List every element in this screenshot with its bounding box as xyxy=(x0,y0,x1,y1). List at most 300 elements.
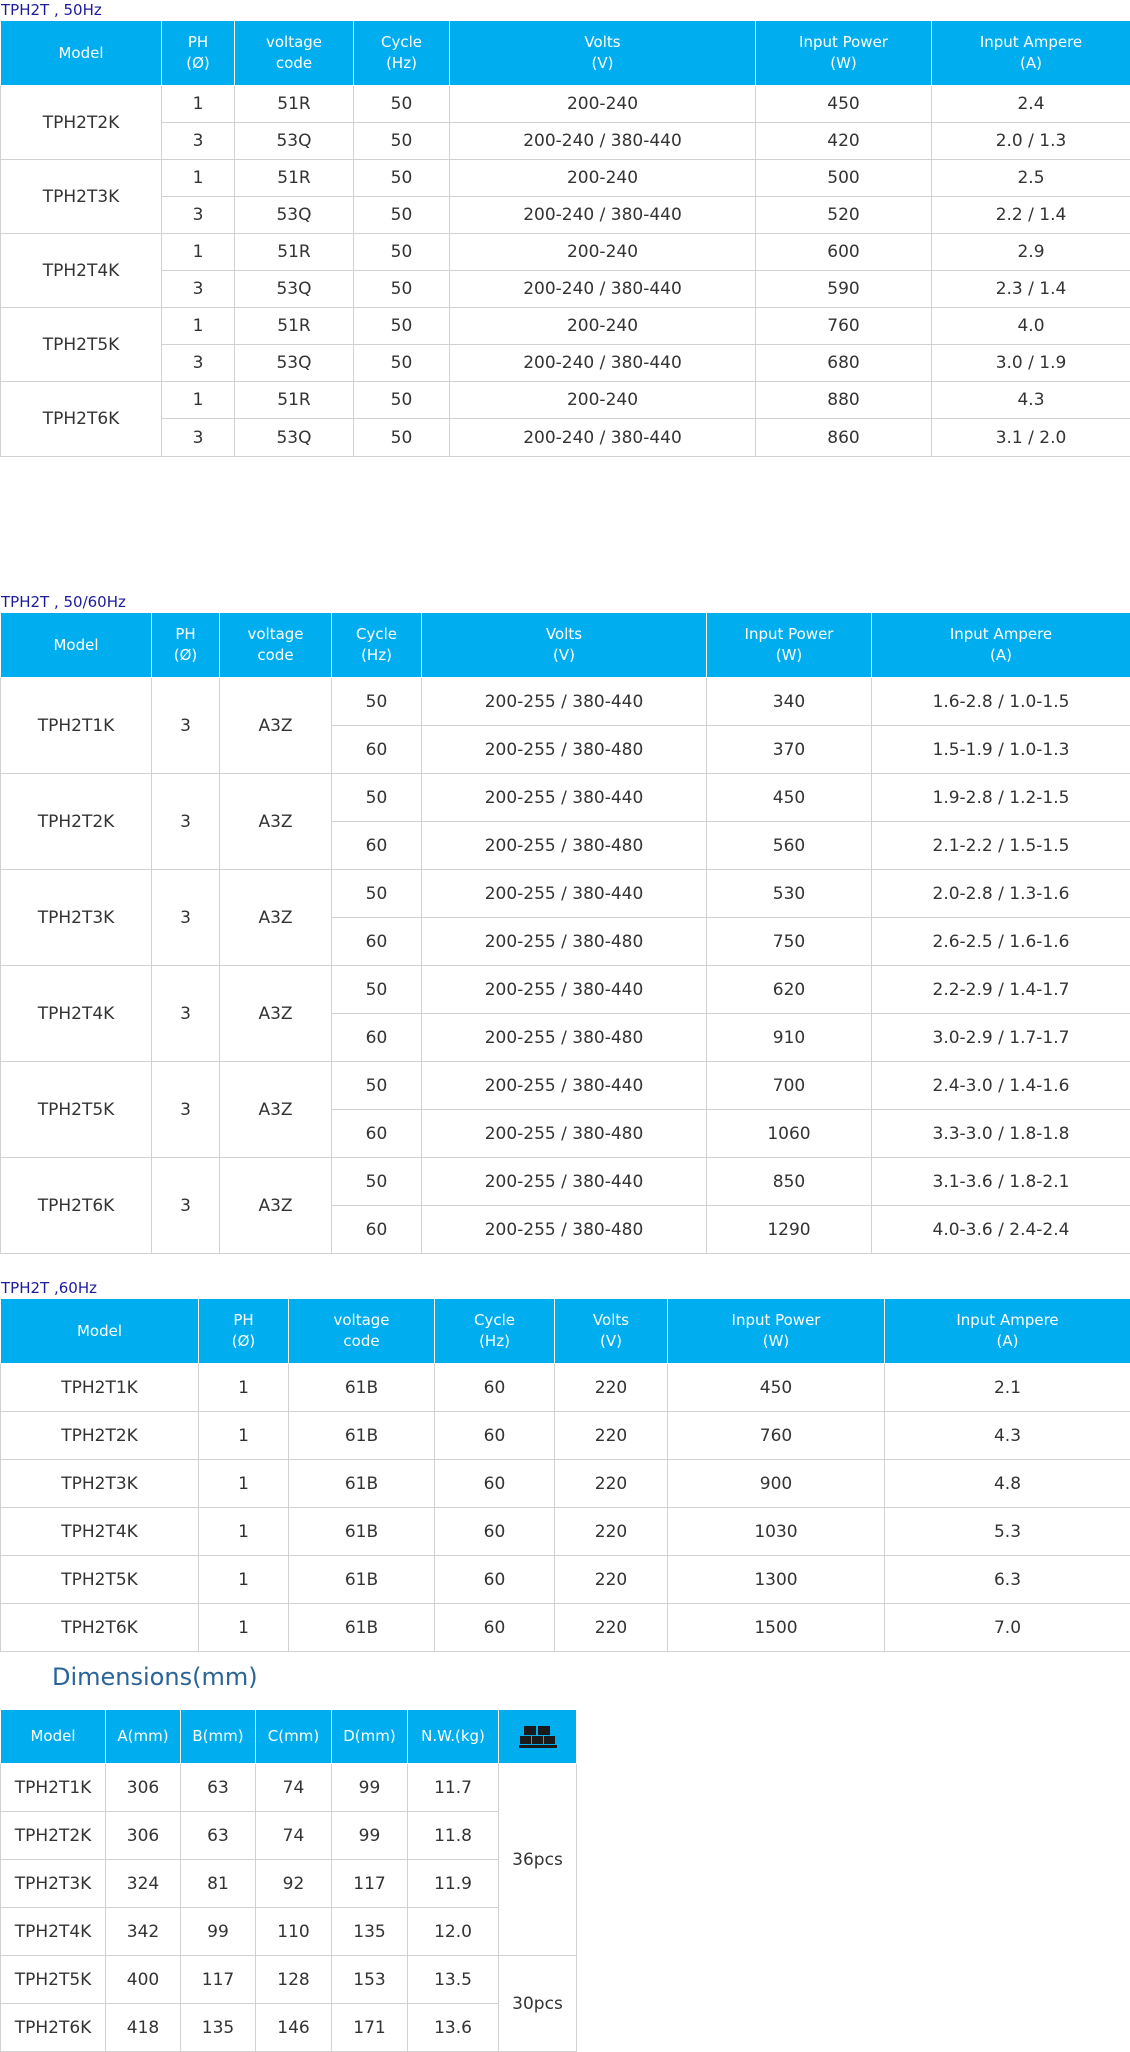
voltage-code-cell: 53Q xyxy=(235,123,354,160)
ph-cell: 1 xyxy=(162,382,235,419)
model-cell: TPH2T1K xyxy=(1,1364,199,1412)
column-header xyxy=(435,1299,555,1364)
column-header-label: Input Ampere xyxy=(949,625,1053,643)
column-header-label: Input Ampere xyxy=(956,1311,1059,1329)
input-power-cell: 590 xyxy=(756,271,932,308)
input-ampere-cell: 3.3-3.0 / 1.8-1.8 xyxy=(872,1110,1130,1158)
input-ampere-cell: 2.0 / 1.3 xyxy=(932,123,1130,160)
voltage-code-cell: 61B xyxy=(289,1364,435,1412)
input-power-cell: 880 xyxy=(756,382,932,419)
ph-cell: 3 xyxy=(152,678,220,774)
dim-b-cell: 81 xyxy=(181,1860,256,1908)
net-weight-cell: 12.0 xyxy=(408,1908,499,1956)
column-header xyxy=(162,21,235,86)
table-row xyxy=(1,678,1130,726)
dim-c-cell: 128 xyxy=(256,1956,332,2004)
dim-c-cell: 92 xyxy=(256,1860,332,1908)
column-header xyxy=(220,613,332,678)
voltage-code-cell: 61B xyxy=(289,1604,435,1652)
dim-b-cell: 63 xyxy=(181,1812,256,1860)
column-header-unit: (Hz) xyxy=(479,1332,510,1350)
input-power-cell: 850 xyxy=(707,1158,872,1206)
column-header-unit: (A) xyxy=(1020,54,1042,72)
table-header-row xyxy=(1,1299,1130,1364)
ph-cell: 1 xyxy=(162,234,235,271)
cycle-cell: 50 xyxy=(354,308,450,345)
dim-a-cell: 306 xyxy=(106,1764,181,1812)
volts-cell: 200-240 xyxy=(450,234,756,271)
table-header-row xyxy=(1,613,1130,678)
input-power-cell: 700 xyxy=(707,1062,872,1110)
input-power-cell: 1290 xyxy=(707,1206,872,1254)
ph-cell: 3 xyxy=(162,271,235,308)
dim-a-cell: 342 xyxy=(106,1908,181,1956)
column-header xyxy=(152,613,220,678)
voltage-code-cell: A3Z xyxy=(220,1158,332,1254)
table-row xyxy=(1,1364,1130,1412)
column-header-label: Model xyxy=(58,43,104,62)
input-ampere-cell: 3.1-3.6 / 1.8-2.1 xyxy=(872,1158,1130,1206)
pallet-boxes-icon xyxy=(518,1724,558,1750)
dim-c-cell: 110 xyxy=(256,1908,332,1956)
table-row xyxy=(1,1764,577,1812)
column-header-label: Volts xyxy=(545,625,583,643)
voltage-code-cell: 53Q xyxy=(235,419,354,457)
column-header-unit: (W) xyxy=(775,646,803,664)
input-power-cell: 520 xyxy=(756,197,932,234)
input-ampere-cell: 2.2 / 1.4 xyxy=(932,197,1130,234)
voltage-code-cell: 51R xyxy=(235,86,354,123)
voltage-code-cell: A3Z xyxy=(220,678,332,774)
voltage-code-cell: 61B xyxy=(289,1508,435,1556)
column-header-label: PH xyxy=(233,1311,254,1329)
cycle-cell: 60 xyxy=(435,1412,555,1460)
voltage-code-cell: A3Z xyxy=(220,774,332,870)
column-header xyxy=(707,613,872,678)
volts-cell: 200-255 / 380-440 xyxy=(422,1062,707,1110)
input-ampere-cell: 4.3 xyxy=(885,1412,1130,1460)
volts-cell: 200-255 / 380-480 xyxy=(422,822,707,870)
ph-cell: 1 xyxy=(199,1364,289,1412)
net-weight-cell: 11.9 xyxy=(408,1860,499,1908)
cycle-cell: 60 xyxy=(332,726,422,774)
ph-cell: 3 xyxy=(152,1062,220,1158)
column-header-label: Model xyxy=(76,1321,123,1340)
volts-cell: 200-255 / 380-480 xyxy=(422,726,707,774)
net-weight-cell: 13.6 xyxy=(408,2004,499,2052)
dim-c-cell: 74 xyxy=(256,1812,332,1860)
model-cell: TPH2T5K xyxy=(1,308,162,382)
column-header-label: Model xyxy=(53,635,99,654)
column-header xyxy=(1,21,162,86)
table-row xyxy=(1,774,1130,822)
section-title-60hz: TPH2T ,60Hz xyxy=(1,1279,97,1297)
volts-cell: 200-255 / 380-480 xyxy=(422,1014,707,1062)
volts-cell: 220 xyxy=(555,1460,668,1508)
model-cell: TPH2T2K xyxy=(1,86,162,160)
voltage-code-cell: 61B xyxy=(289,1460,435,1508)
column-header-unit: code xyxy=(257,646,294,664)
model-cell: TPH2T1K xyxy=(1,678,152,774)
voltage-code-cell: A3Z xyxy=(220,966,332,1062)
table-row xyxy=(1,1158,1130,1206)
column-header-label: Input Ampere xyxy=(979,33,1083,51)
voltage-code-cell: A3Z xyxy=(220,1062,332,1158)
input-ampere-cell: 4.3 xyxy=(932,382,1130,419)
input-ampere-cell: 7.0 xyxy=(885,1604,1130,1652)
net-weight-cell: 11.7 xyxy=(408,1764,499,1812)
column-header-unit: (V) xyxy=(553,646,575,664)
column-header-unit: (Hz) xyxy=(386,54,417,72)
column-header-unit: code xyxy=(275,54,313,72)
input-ampere-cell: 2.6-2.5 / 1.6-1.6 xyxy=(872,918,1130,966)
column-header: C(mm) xyxy=(256,1710,332,1764)
voltage-code-cell: 51R xyxy=(235,308,354,345)
column-header-label: PH xyxy=(175,625,196,643)
input-ampere-cell: 3.1 / 2.0 xyxy=(932,419,1130,457)
cycle-cell: 60 xyxy=(435,1604,555,1652)
input-power-cell: 450 xyxy=(707,774,872,822)
column-header-label: Cycle xyxy=(381,33,422,51)
column-header xyxy=(450,21,756,86)
pallet-icon-header xyxy=(499,1710,577,1764)
dim-d-cell: 99 xyxy=(332,1764,408,1812)
input-ampere-cell: 2.0-2.8 / 1.3-1.6 xyxy=(872,870,1130,918)
cycle-cell: 50 xyxy=(354,197,450,234)
dim-a-cell: 418 xyxy=(106,2004,181,2052)
column-header xyxy=(422,613,707,678)
voltage-code-cell: 61B xyxy=(289,1556,435,1604)
model-cell: TPH2T4K xyxy=(1,1508,199,1556)
dimensions-title: Dimensions(mm) xyxy=(52,1663,258,1691)
voltage-code-cell: 51R xyxy=(235,160,354,197)
volts-cell: 200-240 xyxy=(450,86,756,123)
cycle-cell: 50 xyxy=(354,234,450,271)
input-ampere-cell: 3.0 / 1.9 xyxy=(932,345,1130,382)
table-row xyxy=(1,382,1130,419)
ph-cell: 3 xyxy=(152,774,220,870)
dim-d-cell: 171 xyxy=(332,2004,408,2052)
column-header-unit: (Ø) xyxy=(186,54,210,72)
column-header xyxy=(872,613,1130,678)
column-header-label: Cycle xyxy=(474,1311,515,1329)
table-row xyxy=(1,197,1130,234)
column-header-label: voltage xyxy=(265,33,323,51)
table-row xyxy=(1,1412,1130,1460)
table-header-row xyxy=(1,21,1130,86)
cycle-cell: 60 xyxy=(332,1110,422,1158)
model-cell: TPH2T6K xyxy=(1,1604,199,1652)
volts-cell: 200-240 xyxy=(450,160,756,197)
model-cell: TPH2T5K xyxy=(1,1956,106,2004)
column-header-unit: code xyxy=(343,1332,380,1350)
ph-cell: 3 xyxy=(162,123,235,160)
input-ampere-cell: 4.0 xyxy=(932,308,1130,345)
net-weight-cell: 11.8 xyxy=(408,1812,499,1860)
input-power-cell: 750 xyxy=(707,918,872,966)
spec-table-5060hz xyxy=(0,612,1130,1254)
column-header-label: PH xyxy=(187,33,209,51)
input-power-cell: 860 xyxy=(756,419,932,457)
column-header-unit: (A) xyxy=(990,646,1012,664)
input-power-cell: 420 xyxy=(756,123,932,160)
volts-cell: 200-240 / 380-440 xyxy=(450,271,756,308)
model-cell: TPH2T3K xyxy=(1,870,152,966)
cycle-cell: 60 xyxy=(435,1556,555,1604)
model-cell: TPH2T2K xyxy=(1,774,152,870)
volts-cell: 200-240 xyxy=(450,308,756,345)
column-header-unit: (V) xyxy=(591,54,614,72)
cycle-cell: 60 xyxy=(332,822,422,870)
volts-cell: 200-255 / 380-440 xyxy=(422,774,707,822)
table-row xyxy=(1,86,1130,123)
table-row xyxy=(1,308,1130,345)
dim-a-cell: 400 xyxy=(106,1956,181,2004)
voltage-code-cell: A3Z xyxy=(220,870,332,966)
model-cell: TPH2T2K xyxy=(1,1812,106,1860)
column-header xyxy=(756,21,932,86)
input-ampere-cell: 5.3 xyxy=(885,1508,1130,1556)
cycle-cell: 50 xyxy=(332,678,422,726)
input-ampere-cell: 2.4 xyxy=(932,86,1130,123)
input-power-cell: 450 xyxy=(668,1364,885,1412)
column-header: B(mm) xyxy=(181,1710,256,1764)
dim-b-cell: 117 xyxy=(181,1956,256,2004)
model-cell: TPH2T4K xyxy=(1,1908,106,1956)
ph-cell: 1 xyxy=(162,308,235,345)
model-cell: TPH2T6K xyxy=(1,2004,106,2052)
cycle-cell: 60 xyxy=(332,1206,422,1254)
input-ampere-cell: 6.3 xyxy=(885,1556,1130,1604)
column-header-unit: (W) xyxy=(830,54,857,72)
cycle-cell: 50 xyxy=(354,86,450,123)
input-power-cell: 1030 xyxy=(668,1508,885,1556)
table-row xyxy=(1,160,1130,197)
table-row xyxy=(1,234,1130,271)
ph-cell: 3 xyxy=(162,197,235,234)
ph-cell: 1 xyxy=(199,1556,289,1604)
input-ampere-cell: 1.5-1.9 / 1.0-1.3 xyxy=(872,726,1130,774)
volts-cell: 200-255 / 380-480 xyxy=(422,1206,707,1254)
column-header xyxy=(668,1299,885,1364)
volts-cell: 200-255 / 380-440 xyxy=(422,966,707,1014)
table-row xyxy=(1,1860,577,1908)
net-weight-cell: 13.5 xyxy=(408,1956,499,2004)
column-header xyxy=(289,1299,435,1364)
cycle-cell: 60 xyxy=(435,1460,555,1508)
cycle-cell: 50 xyxy=(332,1158,422,1206)
voltage-code-cell: 51R xyxy=(235,234,354,271)
input-ampere-cell: 2.1 xyxy=(885,1364,1130,1412)
volts-cell: 200-240 / 380-440 xyxy=(450,419,756,457)
column-header-unit: (Ø) xyxy=(173,646,198,664)
column-header-unit: (Hz) xyxy=(361,646,392,664)
column-header-label: Input Power xyxy=(799,33,888,51)
model-cell: TPH2T4K xyxy=(1,966,152,1062)
volts-cell: 200-255 / 380-440 xyxy=(422,678,707,726)
voltage-code-cell: 61B xyxy=(289,1412,435,1460)
column-header-label: Volts xyxy=(584,33,621,51)
table-row xyxy=(1,870,1130,918)
input-power-cell: 910 xyxy=(707,1014,872,1062)
ph-cell: 3 xyxy=(152,1158,220,1254)
cycle-cell: 50 xyxy=(354,160,450,197)
column-header: D(mm) xyxy=(332,1710,408,1764)
table-row xyxy=(1,123,1130,160)
table-row xyxy=(1,1062,1130,1110)
input-power-cell: 900 xyxy=(668,1460,885,1508)
ph-cell: 1 xyxy=(199,1604,289,1652)
dim-d-cell: 117 xyxy=(332,1860,408,1908)
input-power-cell: 370 xyxy=(707,726,872,774)
voltage-code-cell: 53Q xyxy=(235,271,354,308)
column-header-label: Input Power xyxy=(744,625,834,643)
packing-qty-cell: 30pcs xyxy=(499,1956,577,2052)
column-header-label: Cycle xyxy=(356,625,397,643)
input-ampere-cell: 2.5 xyxy=(932,160,1130,197)
volts-cell: 220 xyxy=(555,1604,668,1652)
cycle-cell: 50 xyxy=(332,966,422,1014)
dim-a-cell: 306 xyxy=(106,1812,181,1860)
input-power-cell: 500 xyxy=(756,160,932,197)
spec-table-50hz xyxy=(0,20,1130,457)
input-ampere-cell: 1.6-2.8 / 1.0-1.5 xyxy=(872,678,1130,726)
column-header xyxy=(932,21,1130,86)
column-header xyxy=(1,1299,199,1364)
packing-qty-cell: 36pcs xyxy=(499,1764,577,1956)
dim-d-cell: 99 xyxy=(332,1812,408,1860)
dim-c-cell: 146 xyxy=(256,2004,332,2052)
ph-cell: 1 xyxy=(199,1412,289,1460)
dim-b-cell: 135 xyxy=(181,2004,256,2052)
dimensions-table xyxy=(0,1709,577,2052)
column-header xyxy=(199,1299,289,1364)
column-header xyxy=(235,21,354,86)
table-row xyxy=(1,1508,1130,1556)
input-ampere-cell: 2.4-3.0 / 1.4-1.6 xyxy=(872,1062,1130,1110)
cycle-cell: 60 xyxy=(332,918,422,966)
column-header-unit: (Ø) xyxy=(231,1332,256,1350)
table-row xyxy=(1,1956,577,2004)
volts-cell: 200-255 / 380-440 xyxy=(422,1158,707,1206)
cycle-cell: 60 xyxy=(435,1364,555,1412)
ph-cell: 3 xyxy=(152,966,220,1062)
model-cell: TPH2T4K xyxy=(1,234,162,308)
ph-cell: 1 xyxy=(199,1460,289,1508)
cycle-cell: 50 xyxy=(354,419,450,457)
input-power-cell: 1500 xyxy=(668,1604,885,1652)
cycle-cell: 50 xyxy=(354,382,450,419)
column-header xyxy=(332,613,422,678)
column-header-label: voltage xyxy=(333,1311,390,1329)
spec-table-60hz xyxy=(0,1298,1130,1652)
table-header-row xyxy=(1,1710,577,1764)
dim-c-cell: 74 xyxy=(256,1764,332,1812)
cycle-cell: 50 xyxy=(354,271,450,308)
model-cell: TPH2T3K xyxy=(1,1860,106,1908)
dim-d-cell: 135 xyxy=(332,1908,408,1956)
column-header-unit: (A) xyxy=(996,1332,1019,1350)
volts-cell: 200-255 / 380-440 xyxy=(422,870,707,918)
table-row xyxy=(1,271,1130,308)
input-power-cell: 1060 xyxy=(707,1110,872,1158)
table-row xyxy=(1,1556,1130,1604)
table-row xyxy=(1,345,1130,382)
input-ampere-cell: 4.0-3.6 / 2.4-2.4 xyxy=(872,1206,1130,1254)
column-header-unit: (W) xyxy=(762,1332,790,1350)
input-ampere-cell: 4.8 xyxy=(885,1460,1130,1508)
column-header-label: Input Power xyxy=(731,1311,821,1329)
table-row xyxy=(1,2004,577,2052)
input-power-cell: 680 xyxy=(756,345,932,382)
column-header xyxy=(1,613,152,678)
input-ampere-cell: 2.3 / 1.4 xyxy=(932,271,1130,308)
input-ampere-cell: 3.0-2.9 / 1.7-1.7 xyxy=(872,1014,1130,1062)
dim-d-cell: 153 xyxy=(332,1956,408,2004)
column-header-label: Volts xyxy=(592,1311,630,1329)
column-header: N.W.(kg) xyxy=(408,1710,499,1764)
table-row xyxy=(1,419,1130,457)
input-ampere-cell: 2.2-2.9 / 1.4-1.7 xyxy=(872,966,1130,1014)
column-header: A(mm) xyxy=(106,1710,181,1764)
column-header xyxy=(354,21,450,86)
model-cell: TPH2T5K xyxy=(1,1556,199,1604)
model-cell: TPH2T3K xyxy=(1,160,162,234)
dim-a-cell: 324 xyxy=(106,1860,181,1908)
ph-cell: 1 xyxy=(199,1508,289,1556)
input-power-cell: 530 xyxy=(707,870,872,918)
model-cell: TPH2T6K xyxy=(1,382,162,457)
cycle-cell: 60 xyxy=(435,1508,555,1556)
column-header-label: voltage xyxy=(247,625,304,643)
section-title-5060hz: TPH2T , 50/60Hz xyxy=(1,593,126,611)
column-header: Model xyxy=(1,1710,106,1764)
volts-cell: 220 xyxy=(555,1364,668,1412)
cycle-cell: 50 xyxy=(354,345,450,382)
model-cell: TPH2T2K xyxy=(1,1412,199,1460)
table-row xyxy=(1,1908,577,1956)
model-cell: TPH2T1K xyxy=(1,1764,106,1812)
cycle-cell: 50 xyxy=(332,870,422,918)
ph-cell: 3 xyxy=(162,345,235,382)
ph-cell: 1 xyxy=(162,86,235,123)
model-cell: TPH2T5K xyxy=(1,1062,152,1158)
column-header xyxy=(555,1299,668,1364)
cycle-cell: 60 xyxy=(332,1014,422,1062)
ph-cell: 1 xyxy=(162,160,235,197)
input-ampere-cell: 2.1-2.2 / 1.5-1.5 xyxy=(872,822,1130,870)
input-power-cell: 340 xyxy=(707,678,872,726)
column-header xyxy=(885,1299,1130,1364)
volts-cell: 200-255 / 380-480 xyxy=(422,918,707,966)
ph-cell: 3 xyxy=(162,419,235,457)
input-power-cell: 620 xyxy=(707,966,872,1014)
input-power-cell: 450 xyxy=(756,86,932,123)
volts-cell: 200-240 / 380-440 xyxy=(450,123,756,160)
volts-cell: 220 xyxy=(555,1556,668,1604)
table-row xyxy=(1,1812,577,1860)
input-power-cell: 600 xyxy=(756,234,932,271)
section-title-50hz: TPH2T , 50Hz xyxy=(1,1,102,19)
volts-cell: 200-240 xyxy=(450,382,756,419)
volts-cell: 200-255 / 380-480 xyxy=(422,1110,707,1158)
table-row xyxy=(1,1604,1130,1652)
model-cell: TPH2T6K xyxy=(1,1158,152,1254)
volts-cell: 200-240 / 380-440 xyxy=(450,345,756,382)
input-power-cell: 760 xyxy=(668,1412,885,1460)
ph-cell: 3 xyxy=(152,870,220,966)
model-cell: TPH2T3K xyxy=(1,1460,199,1508)
